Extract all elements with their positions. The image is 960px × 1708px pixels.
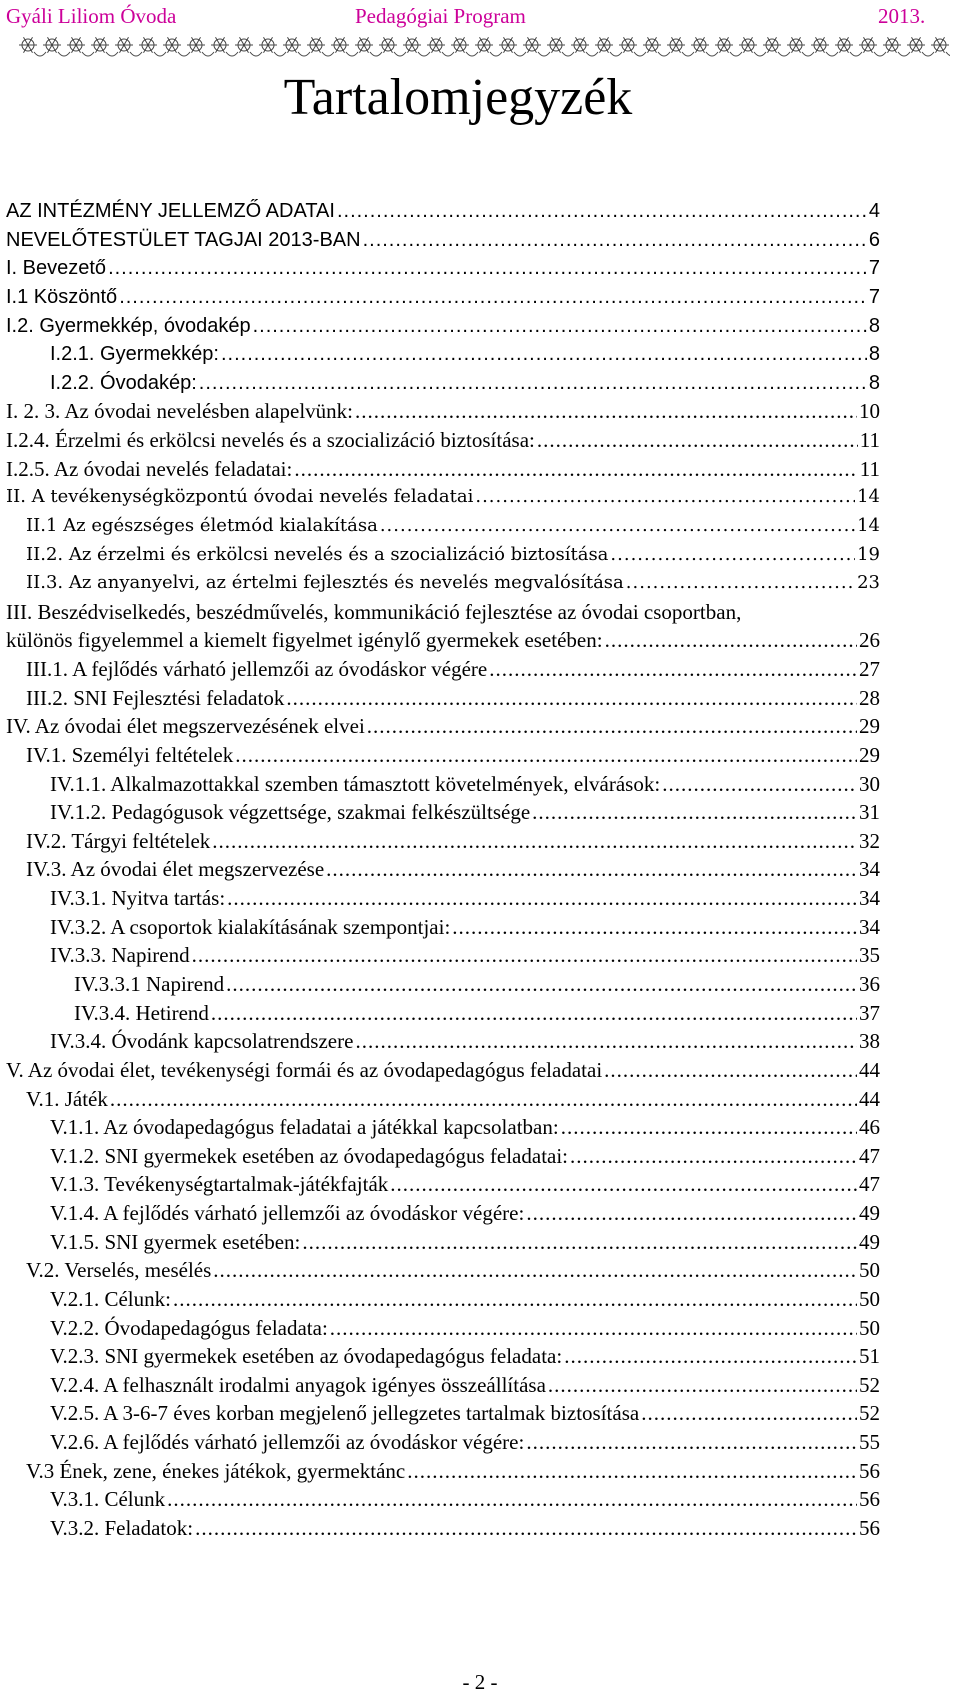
toc-dot-leader	[195, 1513, 857, 1543]
toc-entry[interactable]	[50, 883, 880, 913]
toc-entry[interactable]	[50, 1341, 880, 1371]
toc-entry-title: IV.1.2. Pedagógusok végzettsége, szakmai felkészültsége	[50, 800, 531, 825]
toc-dot-leader	[294, 454, 857, 484]
toc-entry[interactable]	[26, 568, 880, 598]
toc-entry[interactable]	[26, 1084, 880, 1114]
toc-entry[interactable]	[26, 540, 880, 570]
toc-dot-leader	[330, 1313, 857, 1343]
toc-entry-title: AZ INTÉZMÉNY JELLEMZŐ ADATAI	[6, 200, 335, 222]
toc-entry-page: 30	[859, 771, 880, 796]
toc-dot-leader	[537, 425, 858, 455]
toc-entry-title: V.3.2. Feladatok:	[50, 1515, 194, 1540]
toc-dot-leader	[213, 1255, 857, 1285]
page-title: Tartalomjegyzék	[283, 69, 633, 126]
header-year: 2013.	[878, 4, 926, 28]
toc-entry-title: V.3.1. Célunk	[50, 1487, 166, 1512]
toc-entry-title: I.2.4. Érzelmi és erkölcsi nevelés és a szocializáció biztosítása:	[6, 428, 535, 453]
toc-entry[interactable]	[26, 826, 880, 856]
toc-entry-title: különös figyelemmel a kiemelt figyelmet igénylő gyermekek esetében:	[6, 628, 603, 653]
toc-dot-leader	[192, 940, 857, 970]
toc-dot-leader	[641, 1398, 857, 1428]
toc-entry-page: 31	[859, 800, 880, 825]
toc-dot-leader	[110, 1084, 857, 1114]
toc-entry-page: 34	[859, 857, 880, 882]
toc-entry-page: 14	[857, 486, 880, 508]
toc-entry-page: 35	[859, 943, 880, 968]
toc-entry-title: V.2.6. A fejlődés várható jellemzői az óvodáskor végére:	[50, 1430, 525, 1455]
toc-entry-page: 52	[859, 1401, 880, 1426]
toc-entry[interactable]	[50, 368, 880, 398]
toc-dot-leader	[570, 1141, 857, 1171]
toc-entry-page: 46	[859, 1115, 880, 1140]
toc-entry[interactable]	[6, 625, 880, 655]
toc-dot-leader	[475, 482, 855, 512]
toc-entry-title: V.2.3. SNI gyermekek esetében az óvodapedagógus feladata:	[50, 1344, 563, 1369]
toc-entry-page: 55	[859, 1430, 880, 1455]
toc-entry-title: V.2.4. A felhasznált irodalmi anyagok igényes összeállítása	[50, 1372, 546, 1397]
toc-dot-leader	[355, 396, 857, 426]
toc-entry-title: II.2. Az érzelmi és erkölcsi nevelés és a szocializáció biztosítása	[26, 543, 609, 565]
toc-entry-title: IV.3.4. Hetirend	[74, 1000, 209, 1025]
toc-entry-title: IV.1.1. Alkalmazottakkal szemben támasztott követelmények, elvárások:	[50, 771, 661, 796]
toc-entry-title: III.2. SNI Fejlesztési feladatok	[26, 685, 285, 710]
toc-entry-page: 36	[859, 972, 880, 996]
toc-entry-page: 56	[859, 1515, 880, 1540]
floral-garland-decoration	[16, 32, 950, 62]
toc-entry-page: 29	[859, 714, 880, 739]
toc-entry[interactable]	[50, 769, 880, 799]
toc-entry-title: V.1.3. Tevékenységtartalmak-játékfajták	[50, 1172, 389, 1197]
toc-entry[interactable]	[6, 711, 880, 741]
toc-dot-leader	[108, 253, 867, 283]
toc-entry[interactable]	[50, 1198, 880, 1228]
toc-entry-page: 38	[859, 1029, 880, 1054]
toc-entry[interactable]	[74, 998, 880, 1028]
toc-entry-title: IV.3.3. Napirend	[50, 943, 190, 968]
toc-entry[interactable]	[6, 253, 880, 283]
toc-entry-page: 14	[857, 514, 880, 536]
toc-dot-leader	[407, 1456, 857, 1486]
toc-dot-leader	[212, 826, 857, 856]
toc-dot-leader	[227, 883, 857, 913]
toc-dot-leader	[355, 1026, 857, 1056]
toc-entry-page: 34	[859, 886, 880, 911]
toc-entry[interactable]	[26, 683, 880, 713]
toc-entry[interactable]	[50, 797, 880, 827]
toc-entry-title: V.3 Ének, zene, énekes játékok, gyermektánc	[26, 1458, 406, 1483]
toc-entry-title: I.2.1. Gyermekkép:	[50, 343, 219, 366]
toc-entry-page: 44	[859, 1057, 880, 1082]
toc-entry[interactable]	[50, 1427, 880, 1457]
toc-entry[interactable]	[50, 1141, 880, 1171]
toc-entry-title: IV.3.3.1 Napirend	[74, 972, 225, 996]
toc-entry-page: 34	[859, 914, 880, 939]
toc-dot-leader	[167, 1484, 857, 1514]
toc-entry-page: 8	[868, 314, 880, 337]
toc-entry-page: 37	[859, 1000, 880, 1025]
toc-entry[interactable]	[6, 225, 880, 255]
toc-entry-title: IV.3.1. Nyitva tartás:	[50, 886, 226, 911]
toc-entry-page: 47	[859, 1172, 880, 1197]
toc-entry[interactable]	[74, 969, 880, 999]
toc-entry-page: 50	[859, 1286, 880, 1311]
toc-entry[interactable]	[26, 511, 880, 541]
toc-entry-page: 28	[859, 685, 880, 710]
toc-dot-leader	[302, 1227, 857, 1257]
toc-entry-page: 51	[859, 1344, 880, 1369]
toc-entry-title: V.1. Játék	[26, 1086, 108, 1111]
toc-entry[interactable]	[26, 854, 880, 884]
toc-entry[interactable]	[50, 940, 880, 970]
toc-entry[interactable]	[6, 482, 880, 512]
toc-entry-title: IV.2. Tárgyi feltételek	[26, 828, 211, 853]
toc-entry[interactable]	[6, 196, 880, 226]
toc-dot-leader	[337, 196, 867, 226]
toc-entry[interactable]	[50, 1484, 880, 1514]
toc-dot-leader	[326, 854, 857, 884]
toc-entry-page: 56	[859, 1458, 880, 1483]
toc-dot-leader	[526, 1427, 857, 1457]
toc-entry-page: 47	[859, 1143, 880, 1168]
toc-dot-leader	[390, 1169, 857, 1199]
toc-dot-leader	[452, 912, 857, 942]
toc-entry-page: 7	[868, 285, 880, 308]
toc-dot-leader	[226, 969, 857, 999]
toc-entry-title: III.1. A fejlődés várható jellemzői az óvodáskor végére	[26, 657, 488, 682]
toc-entry-page: 11	[859, 456, 880, 481]
toc-entry-page: 7	[868, 257, 880, 280]
toc-entry-title: IV.3.2. A csoportok kialakításának szempontjai:	[50, 914, 451, 939]
toc-entry-page: 27	[859, 657, 880, 682]
toc-dot-leader	[253, 311, 867, 341]
toc-entry[interactable]	[6, 1055, 880, 1085]
toc-entry-title: I. 2. 3. Az óvodai nevelésben alapelvünk:	[6, 399, 353, 424]
toc-entry[interactable]	[26, 654, 880, 684]
toc-entry[interactable]	[6, 454, 880, 484]
toc-entry[interactable]	[6, 425, 880, 455]
page-header	[0, 2, 960, 32]
header-institution: Gyáli Liliom Óvoda	[6, 4, 177, 28]
toc-dot-leader	[380, 511, 855, 541]
toc-entry[interactable]	[6, 311, 880, 341]
toc-entry[interactable]	[50, 1284, 880, 1314]
toc-entry[interactable]	[50, 1398, 880, 1428]
toc-entry-page: 6	[868, 228, 880, 251]
toc-entry[interactable]	[26, 1255, 880, 1285]
toc-entry-title: II.3. Az anyanyelvi, az értelmi fejlesztés és nevelés megvalósítása	[26, 572, 624, 594]
toc-entry-title: IV.3.4. Óvodánk kapcsolatrendszere	[50, 1029, 354, 1054]
toc-entry-title: V.1.5. SNI gyermek esetében:	[50, 1229, 301, 1254]
toc-entry-page: 8	[868, 371, 880, 394]
toc-entry[interactable]	[26, 1456, 880, 1486]
toc-dot-leader	[199, 368, 867, 398]
toc-entry-title: II.1 Az egészséges életmód kialakítása	[26, 514, 378, 536]
toc-entry-page: 4	[868, 200, 880, 222]
toc-entry[interactable]	[50, 1227, 880, 1257]
toc-entry-page: 26	[859, 628, 880, 653]
toc-entry-title: II. A tevékenységközpontú óvodai nevelés feladatai	[6, 486, 474, 508]
toc-entry-page: 49	[859, 1201, 880, 1226]
toc-dot-leader	[489, 654, 857, 684]
toc-entry-title: IV. Az óvodai élet megszervezésének elvei	[6, 714, 365, 739]
toc-entry[interactable]	[6, 396, 880, 426]
toc-entry-page: 32	[859, 828, 880, 853]
toc-dot-leader	[605, 625, 857, 655]
toc-entry-title: IV.1. Személyi feltételek	[26, 742, 234, 767]
toc-entry-page: 10	[859, 399, 880, 424]
toc-dot-leader	[610, 540, 855, 570]
toc-entry-title: V.2. Verselés, mesélés	[26, 1258, 212, 1283]
toc-entry-title: V.2.1. Célunk:	[50, 1286, 171, 1311]
toc-dot-leader	[119, 282, 867, 312]
toc-entry[interactable]	[6, 282, 880, 312]
toc-entry-title: V.1.1. Az óvodapedagógus feladatai a játékkal kapcsolatban:	[50, 1115, 559, 1140]
toc-entry-page: 44	[859, 1086, 880, 1111]
toc-entry-title: V.2.5. A 3-6-7 éves korban megjelenő jellegzetes tartalmak biztosítása	[50, 1401, 640, 1426]
toc-dot-leader	[235, 740, 857, 770]
toc-entry-page: 56	[859, 1487, 880, 1512]
toc-entry[interactable]	[26, 740, 880, 770]
toc-entry-title: I.2.5. Az óvodai nevelés feladatai:	[6, 456, 293, 481]
toc-entry-text-line: III. Beszédviselkedés, beszédművelés, kommunikáció fejlesztése az óvodai csoportban,	[6, 599, 742, 624]
toc-entry[interactable]	[50, 1112, 880, 1142]
toc-dot-leader	[662, 769, 857, 799]
toc-entry-title: V.1.4. A fejlődés várható jellemzői az óvodáskor végére:	[50, 1201, 525, 1226]
toc-entry-page: 52	[859, 1372, 880, 1397]
toc-dot-leader	[626, 568, 855, 598]
toc-dot-leader	[367, 711, 857, 741]
toc-dot-leader	[286, 683, 857, 713]
toc-dot-leader	[173, 1284, 857, 1314]
toc-dot-leader	[363, 225, 867, 255]
toc-dot-leader	[221, 339, 867, 369]
toc-entry-title: I.1 Köszöntő	[6, 285, 118, 308]
toc-entry[interactable]	[50, 339, 880, 369]
page-number: - 2 -	[462, 1670, 498, 1694]
toc-dot-leader	[561, 1112, 857, 1142]
toc-entry-page: 8	[868, 343, 880, 366]
header-document-title: Pedagógiai Program	[355, 4, 526, 28]
toc-entry-title: V. Az óvodai élet, tevékenységi formái és az óvodapedagógus feladatai	[6, 1057, 603, 1082]
toc-entry-page: 11	[859, 428, 880, 453]
toc-entry-title: V.1.2. SNI gyermekek esetében az óvodapedagógus feladatai:	[50, 1143, 569, 1168]
toc-entry-page: 19	[857, 543, 880, 565]
toc-entry-page: 23	[857, 572, 880, 594]
toc-entry-title: I.2. Gyermekkép, óvodakép	[6, 314, 251, 337]
toc-dot-leader	[532, 797, 857, 827]
toc-dot-leader	[564, 1341, 857, 1371]
toc-dot-leader	[548, 1370, 857, 1400]
toc-dot-leader	[211, 998, 857, 1028]
toc-entry-title: I. Bevezető	[6, 257, 107, 280]
toc-entry-page: 29	[859, 742, 880, 767]
toc-entry[interactable]	[50, 1026, 880, 1056]
toc-entry-page: 50	[859, 1315, 880, 1340]
toc-entry-title: I.2.2. Óvodakép:	[50, 371, 197, 394]
toc-entry-page: 50	[859, 1258, 880, 1283]
toc-entry-title: NEVELŐTESTÜLET TAGJAI 2013-BAN	[6, 228, 361, 251]
toc-entry[interactable]	[50, 1370, 880, 1400]
toc-dot-leader	[604, 1055, 857, 1085]
toc-entry-title: IV.3. Az óvodai élet megszervezése	[26, 857, 325, 882]
toc-dot-leader	[526, 1198, 857, 1228]
toc-entry-title: V.2.2. Óvodapedagógus feladata:	[50, 1315, 328, 1340]
toc-entry[interactable]	[50, 1169, 880, 1199]
toc-entry-page: 49	[859, 1229, 880, 1254]
toc-entry[interactable]	[50, 1313, 880, 1343]
toc-entry[interactable]	[50, 1513, 880, 1543]
toc-entry[interactable]	[50, 912, 880, 942]
